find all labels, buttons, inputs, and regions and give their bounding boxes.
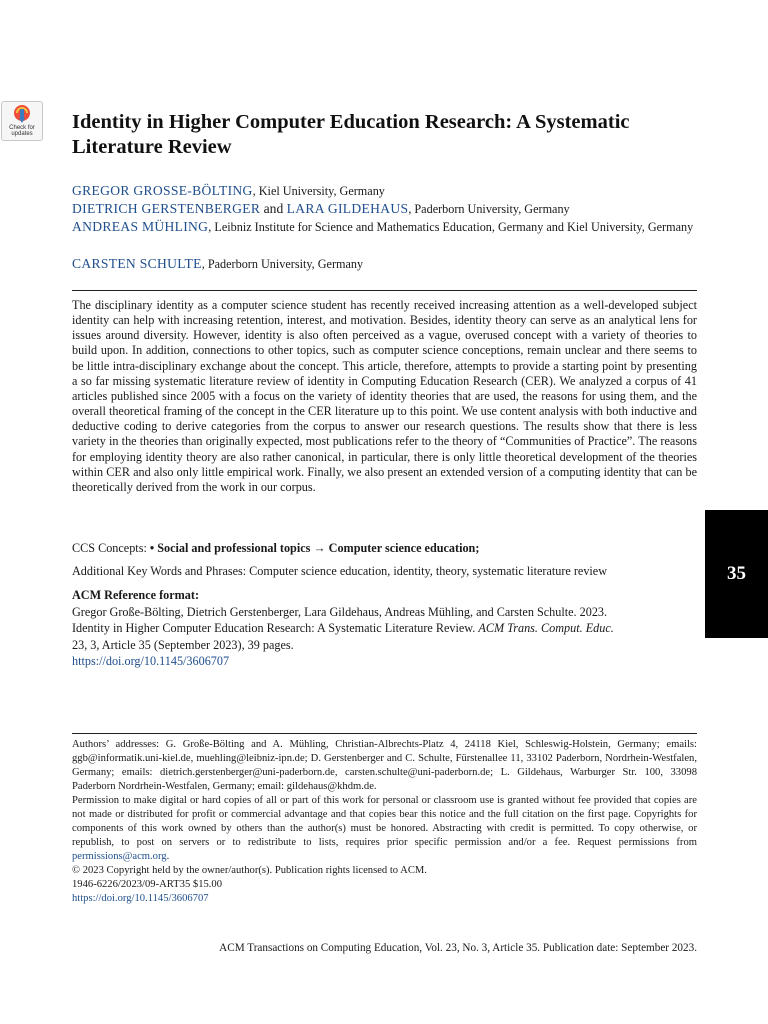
reference-volume: 23, 3, Article 35 (September 2023), 39 pages. [72,637,294,652]
ccs-concept: Social and professional topics → Computer science education; [157,541,480,555]
permission-text: Permission to make digital or hard copies of all or part of this work for personal or classroom use is granted without fee provided that copies are not made or distributed for profit or commercial advantage and that copies bear this notice and the full citation on the first page. Copyrights for components of this work owned by others than the author(s) must be honored. Abstracting with credit is permitted. To copy otherwise, or republish, to post on servers or to redistribute to lists, requires prior specific permission and/or a fee. Request permissions from [72,795,697,848]
author-line-4 [72,255,697,273]
author-line-1 [72,182,697,200]
check-for-updates-badge[interactable] [1,101,43,141]
author-link-gerstenberger[interactable]: DIETRICH GERSTENBERGER [72,201,261,216]
reference-doi-link[interactable]: https://doi.org/10.1145/3606707 [72,654,230,668]
author-affiliation: , Paderborn University, Germany [201,257,364,271]
permission-notice [72,794,697,864]
ccs-bullet: • [149,541,158,555]
reference-heading: ACM Reference format: [72,588,199,602]
author-line-2 [72,200,697,218]
author-link-grosse-bolting[interactable]: GREGOR GROSSE-BÖLTING [72,183,253,198]
reference-journal: ACM Trans. Comput. Educ. [478,621,614,635]
issn-line: 1946-6226/2023/09-ART35 $15.00 [72,879,223,890]
header-divider [72,290,697,291]
author-line-3 [72,218,697,236]
article-number-tab: 35 [705,510,768,638]
permissions-email-link[interactable]: permissions@acm.org [72,851,167,862]
author-affiliation: , Paderborn University, Germany [408,202,570,216]
paper-title: Identity in Higher Computer Education Research: A Systematic Literature Review [72,111,630,158]
notes-divider [72,733,697,734]
crossmark-icon [13,104,31,124]
authors-addresses: Authors’ addresses: G. Große-Bölting and A. Mühling, Christian-Albrechts-Platz 4, 24118 Kiel, Schleswig-Holstein, Germany; emails: ggb@informatik.uni-kiel.de, muehling@leibniz-ipn.de; D. Gerstenberger and C. Schulte, Fürstenallee 11, 33102 Paderborn, Nordrhein-Westfalen, Germany; emails: dietrich.gerstenberger@uni-paderborn.de, carsten.schulte@uni-paderborn.de; L. Gildehaus, Warburger Str. 100, 33098 Paderborn Nordrhein-Westfalen, Germany; email: gildehaus@khdm.de. [72,739,697,792]
abstract: The disciplinary identity as a computer science student has recently received increasing attention as a well-developed subject identity can help with increasing retention, interest, and motivation. Besides, identity theory can serve as an analytical lens for issues around diversity. However, identity is also often perceived as a vague, overused concept with a variety of theories to build upon. In addition, connections to other topics, such as computer science conceptions, remain unclear and there seems to be little intra-disciplinary exchange about the concept. This article, therefore, attempts to provide a starting point by presenting a so far missing systematic literature review of identity in Computing Education Research (CER). We analyzed a corpus of 41 articles published since 2005 with a focus on the variety of identity theories that are used, the reasons for using them, and the overall theoretical framing of the concept in the CER literature up to this point. We use content analysis with both inductive and deductive coding to derive categories from the corpus to answer our research questions. The results show that there is less variety in the theories than originally expected, most publications refer to the theory of “Communities of Practice”. The reasons for employing identity theory are also rather canonical, in particular, there is only little theoretical development of the theories within CER and also only little empirical work. Finally, we also present an extended version of a computing identity that can be theoretically derived from the work in our corpus. [72,298,697,494]
acm-reference [72,587,697,670]
author-link-gildehaus[interactable]: LARA GILDEHAUS [286,201,409,216]
footnotes [72,738,697,906]
ccs-label: CCS Concepts: [72,541,150,555]
page-footer: ACM Transactions on Computing Education, Vol. 23, No. 3, Article 35. Publication date: September 2023. [219,942,697,954]
reference-authors: Gregor Große-Bölting, Dietrich Gerstenberger, Lara Gildehaus, Andreas Mühling, and Carsten Schulte. 2023. [72,604,608,619]
badge-line-1: Check for [9,125,35,131]
author-affiliation: , Kiel University, Germany [252,184,385,198]
notes-doi-link[interactable]: https://doi.org/10.1145/3606707 [72,893,209,904]
reference-title-line [72,620,697,637]
copyright-line: © 2023 Copyright held by the owner/author(s). Publication rights licensed to ACM. [72,865,427,876]
ccs-concepts [72,541,697,556]
reference-title: Identity in Higher Computer Education Research: A Systematic Literature Review. [72,621,479,635]
keywords: Additional Key Words and Phrases: Computer science education, identity, theory, systematic literature review [72,564,608,578]
author-affiliation: , Leibniz Institute for Science and Mathematics Education, Germany and Kiel University, Germany [208,220,694,234]
author-conjunction: and [260,201,287,216]
permission-end: . [166,851,170,862]
badge-line-2: updates [11,131,33,137]
author-link-muhling[interactable]: ANDREAS MÜHLING [72,219,209,234]
author-link-schulte[interactable]: CARSTEN SCHULTE [72,256,202,271]
